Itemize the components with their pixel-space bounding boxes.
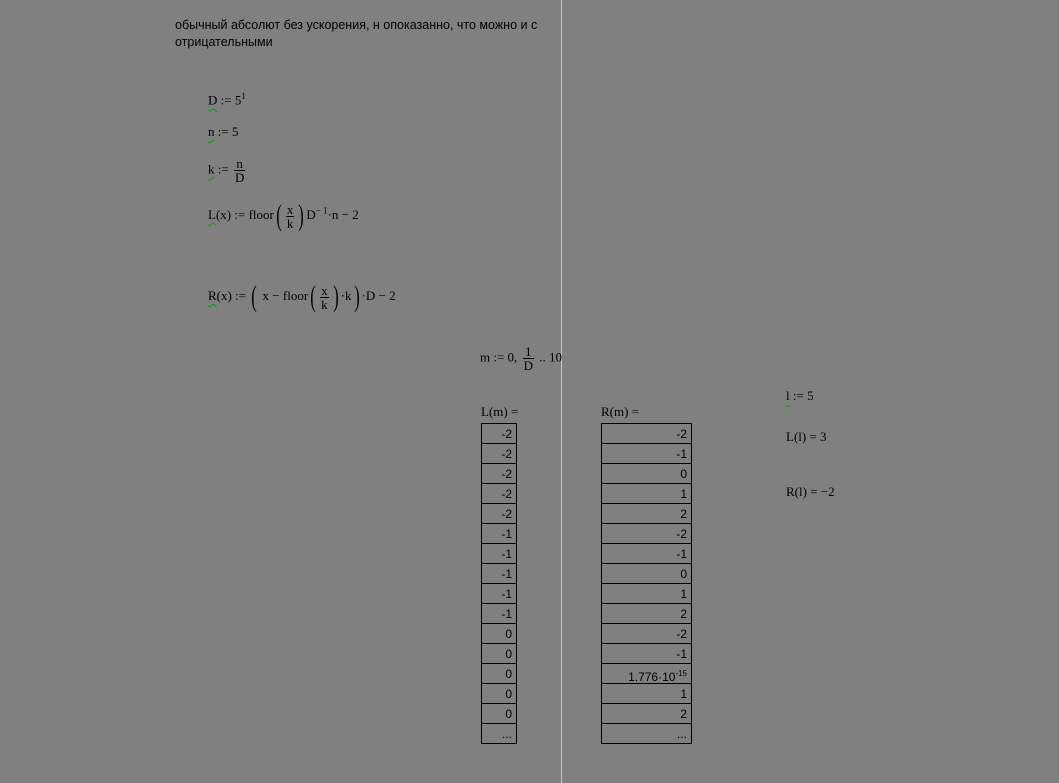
L-table-header[interactable]: L(m) = bbox=[481, 404, 519, 419]
range-num: 1 bbox=[523, 345, 534, 359]
define-D[interactable] bbox=[208, 91, 246, 108]
l-assign: := 5 bbox=[792, 388, 814, 403]
L-table-cell: 0 bbox=[482, 623, 516, 643]
range-lhs: m := 0, bbox=[480, 349, 518, 365]
R-fraction bbox=[320, 284, 329, 311]
k-den: D bbox=[234, 170, 245, 185]
var-L: L bbox=[208, 206, 216, 222]
L-table-cell: -2 bbox=[482, 503, 516, 523]
R-x: x bbox=[262, 287, 270, 303]
R-args: (x) bbox=[216, 287, 232, 303]
L-table-cell: -1 bbox=[482, 563, 516, 583]
assign-op: := bbox=[235, 287, 247, 303]
D-base: 5 bbox=[234, 92, 242, 108]
eval-R-l[interactable]: R(l) = −2 bbox=[786, 484, 835, 499]
paren-close-inner: ) bbox=[332, 280, 339, 313]
R-den: k bbox=[321, 296, 328, 312]
range-fraction bbox=[523, 345, 534, 372]
L-result-table[interactable] bbox=[481, 423, 517, 744]
L-table-cell: 0 bbox=[482, 643, 516, 663]
R-table-cell: 0 bbox=[602, 463, 691, 483]
floor-fn: floor bbox=[282, 287, 309, 303]
R-table-cell: 0 bbox=[602, 563, 691, 583]
L-table-cell: -2 bbox=[482, 483, 516, 503]
R-num: x bbox=[321, 282, 328, 298]
L-table-cell: 0 bbox=[482, 703, 516, 723]
L-table-cell: -1 bbox=[482, 583, 516, 603]
R-table-header[interactable]: R(m) = bbox=[601, 404, 640, 419]
L-table-cell: -2 bbox=[482, 423, 516, 443]
L-args: (x) bbox=[215, 206, 232, 222]
var-l: l bbox=[786, 388, 790, 403]
var-k: k bbox=[208, 161, 215, 177]
paren-open: ( bbox=[276, 199, 282, 232]
R-table-cell: -1 bbox=[602, 443, 691, 463]
R-minus: − bbox=[272, 287, 280, 303]
paren-open: ( bbox=[251, 280, 258, 313]
R-table-cell: -1 bbox=[602, 643, 691, 663]
R-result-table[interactable] bbox=[601, 423, 692, 744]
L-den: k bbox=[286, 215, 294, 231]
L-fraction bbox=[286, 203, 295, 230]
range-rhs: .. 10 bbox=[539, 349, 562, 365]
var-R: R bbox=[208, 287, 217, 303]
L-table-cell: -1 bbox=[482, 523, 516, 543]
L-exp: − 1 bbox=[315, 205, 328, 216]
L-table-cell: -2 bbox=[482, 443, 516, 463]
floor-fn: floor bbox=[248, 206, 274, 222]
L-table-cell: 0 bbox=[482, 663, 516, 683]
L-num: x bbox=[286, 201, 294, 217]
var-D: D bbox=[208, 92, 218, 108]
L-table-cell: -1 bbox=[482, 543, 516, 563]
k-fraction bbox=[234, 157, 245, 184]
L-table-cell: 0 bbox=[482, 683, 516, 703]
assign-op: := bbox=[217, 124, 229, 139]
R-table-cell: -2 bbox=[602, 523, 691, 543]
L-table-cell: -2 bbox=[482, 463, 516, 483]
define-k[interactable] bbox=[208, 157, 247, 184]
R-table-cell: -1 bbox=[602, 543, 691, 563]
R-table-cell: $1.776\cdot 10^{-15}$ bbox=[602, 663, 691, 683]
L-table-cell: -1 bbox=[482, 603, 516, 623]
R-table-cell: ... bbox=[602, 723, 691, 744]
L-tail: ·n − 2 bbox=[327, 206, 359, 222]
k-num: n bbox=[234, 157, 245, 171]
define-range-m[interactable] bbox=[480, 345, 562, 372]
assign-op: := bbox=[234, 206, 246, 222]
R-table-cell: 2 bbox=[602, 603, 691, 623]
paren-close: ) bbox=[298, 199, 305, 232]
var-n: n bbox=[208, 124, 215, 139]
define-R[interactable] bbox=[208, 282, 396, 312]
R-table-cell: 2 bbox=[602, 503, 691, 523]
R-table-cell: 1 bbox=[602, 583, 691, 603]
assign-op: := bbox=[217, 161, 229, 177]
assign-op: := bbox=[220, 92, 232, 108]
eval-L-l[interactable]: L(l) = 3 bbox=[786, 429, 827, 444]
page-break-line bbox=[561, 0, 562, 783]
n-value: 5 bbox=[231, 124, 239, 139]
define-l[interactable] bbox=[786, 388, 814, 404]
paren-close: ) bbox=[353, 280, 360, 313]
text-region-note[interactable]: обычный абсолют без ускорения, н опоказанно, что можно и с отрицательными bbox=[175, 18, 538, 49]
R-table-cell: -2 bbox=[602, 623, 691, 643]
R-table-cell: 1 bbox=[602, 483, 691, 503]
R-table-cell: 2 bbox=[602, 703, 691, 723]
R-tail: ·D − 2 bbox=[361, 287, 396, 303]
R-table-cell: -2 bbox=[602, 423, 691, 443]
L-D: D bbox=[306, 206, 316, 222]
paren-open-inner: ( bbox=[310, 280, 316, 313]
range-den: D bbox=[523, 358, 533, 373]
D-exp: 1 bbox=[241, 91, 246, 101]
L-table-cell: ... bbox=[482, 723, 516, 744]
R-mulk: ·k bbox=[340, 287, 352, 303]
define-L[interactable] bbox=[208, 201, 359, 231]
define-n[interactable] bbox=[208, 124, 238, 140]
R-table-cell: 1 bbox=[602, 683, 691, 703]
